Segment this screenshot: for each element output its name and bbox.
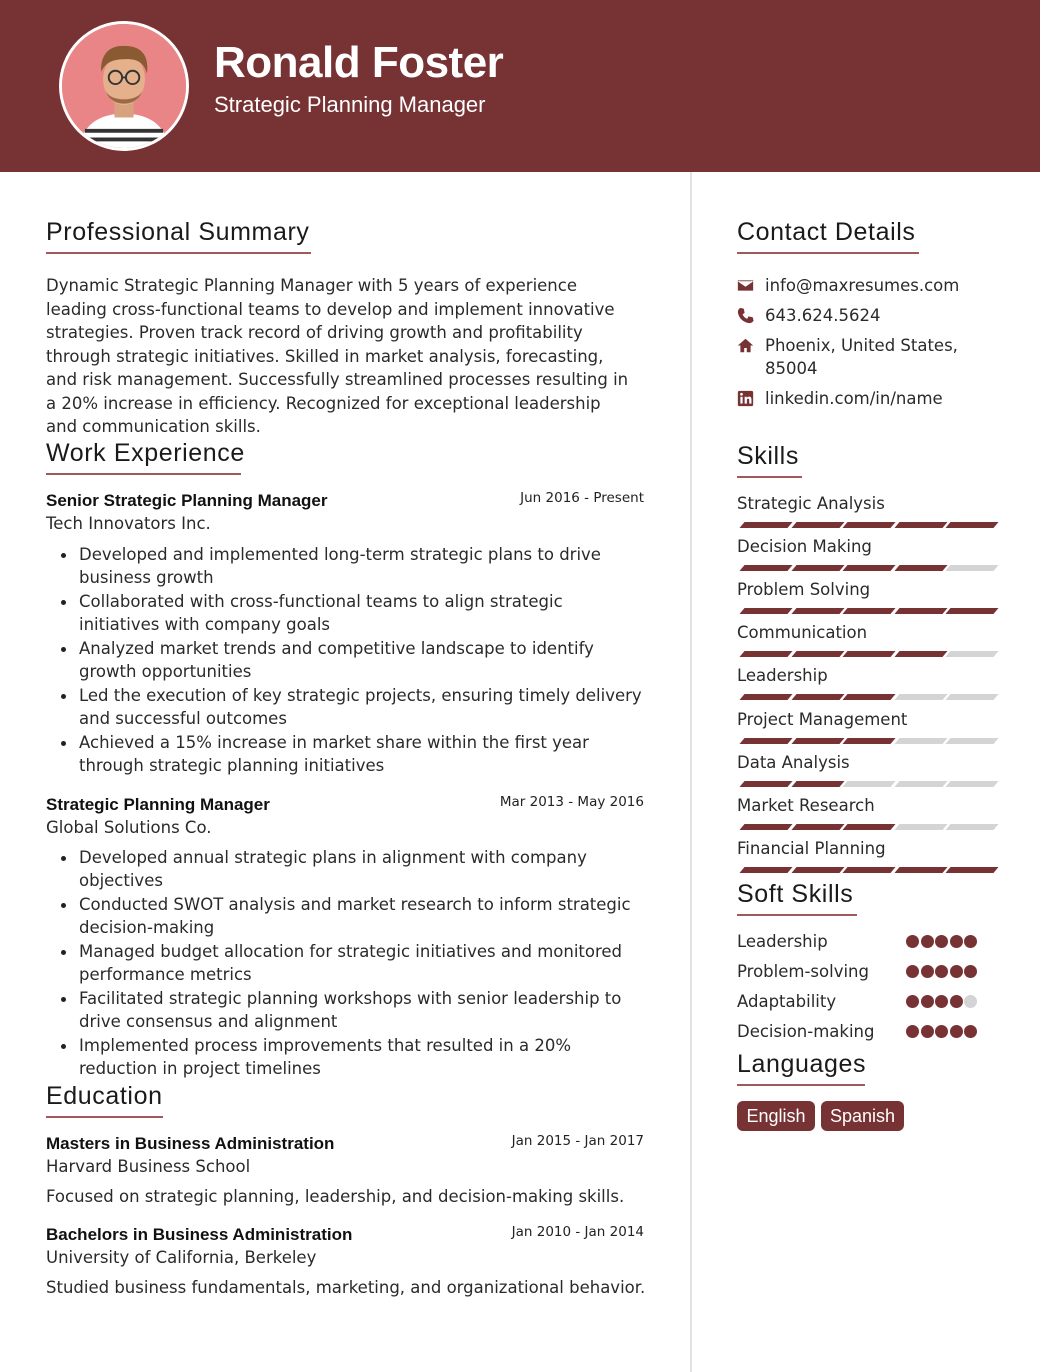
skill-segment-filled [791,651,844,657]
education-date: Jan 2010 - Jan 2014 [511,1224,644,1240]
skill-name: Leadership [737,666,828,685]
soft-skill-rating [906,935,976,949]
phone-number[interactable]: 643.624.5624 [765,306,881,325]
soft-skill-name: Leadership [737,932,828,951]
skill-segment-filled [842,738,895,744]
contact-underline [737,252,919,254]
summary-heading: Professional Summary [46,218,310,246]
skill-segment-filled [791,824,844,830]
skill-name: Problem Solving [737,580,871,599]
soft-skill-rating [906,965,976,979]
job-bullets [46,543,646,777]
skill-segment-filled [842,694,895,700]
rating-dot-filled [921,935,934,948]
soft-skill-name: Adaptability [737,992,837,1011]
rating-dot-filled [935,935,948,948]
list-item: Conducted SWOT analysis and market research to inform strategic decision-making [46,893,646,940]
education-description: Studied business fundamentals, marketing, and organizational behavior. [46,1278,646,1297]
skill-segment-empty [945,781,998,787]
skill-segment-filled [739,738,792,744]
list-item: Led the execution of key strategic projects, ensuring timely delivery and successful outcomes [46,684,646,731]
skill-segment-filled [842,608,895,614]
skill-segment-filled [791,522,844,528]
soft-skill-rating [906,995,976,1009]
list-item: Achieved a 15% increase in market share within the first year through strategic planning initiatives [46,731,646,778]
education-underline [46,1116,163,1118]
rating-dot-filled [935,995,948,1008]
profile-photo [59,21,189,151]
skill-segment-filled [791,694,844,700]
rating-dot-filled [964,965,977,978]
skill-level-bar [738,694,994,700]
skill-segment-empty [945,824,998,830]
skill-segment-empty [945,565,998,571]
envelope-icon [737,274,765,297]
list-item: Managed budget allocation for strategic initiatives and monitored performance metrics [46,940,646,987]
rating-dot-filled [921,965,934,978]
skill-segment-filled [791,781,844,787]
job-company: Global Solutions Co. [46,818,212,837]
skill-name: Project Management [737,710,908,729]
skill-segment-filled [894,651,947,657]
rating-dot-filled [906,995,919,1008]
skill-name: Communication [737,623,868,642]
list-item: Implemented process improvements that resulted in a 20% reduction in project timelines [46,1034,646,1081]
skill-level-bar [738,522,994,528]
rating-dot-filled [950,1025,963,1038]
skill-segment-filled [739,867,792,873]
skill-segment-empty [894,694,947,700]
rating-dot-filled [964,935,977,948]
soft-skills-underline [737,914,857,916]
skill-segment-filled [842,565,895,571]
rating-dot-filled [950,935,963,948]
summary-text: Dynamic Strategic Planning Manager with 5 years of experience leading cross-functional teams to develop and implement innovative strategies. Proven track record of driving growth and profitability through strategic initiatives. Skilled in market analysis, forecasting, and risk management. Successfully streamlined processes resulting in a 20% increase in efficiency. Recognized for exceptional leadership and communication skills. [46,276,629,436]
language-badge: English [737,1101,815,1131]
skill-level-bar [738,824,994,830]
skill-name: Financial Planning [737,839,886,858]
email-link[interactable]: info@maxresumes.com [765,276,960,295]
address-text: Phoenix, United States, 85004 [765,336,958,378]
skill-segment-empty [945,694,998,700]
skill-segment-empty [945,738,998,744]
soft-skill-name: Decision-making [737,1022,875,1041]
contact-heading: Contact Details [737,218,916,246]
rating-dot-filled [950,965,963,978]
skill-segment-filled [894,522,947,528]
home-icon [737,334,765,380]
rating-dot-filled [906,935,919,948]
job-bullets [46,846,646,1080]
skill-segment-filled [842,651,895,657]
list-item: Developed and implemented long-term strategic plans to drive business growth [46,543,646,590]
skill-segment-filled [739,694,792,700]
experience-heading: Work Experience [46,439,245,467]
job-company: Tech Innovators Inc. [46,514,211,533]
skill-segment-filled [739,608,792,614]
contact-linkedin [737,387,977,410]
skill-segment-filled [842,522,895,528]
skill-segment-empty [894,738,947,744]
skill-segment-filled [791,867,844,873]
skill-segment-filled [945,867,998,873]
skill-segment-filled [791,608,844,614]
skill-segment-empty [894,824,947,830]
degree-title: Bachelors in Business Administration [46,1225,353,1244]
skill-name: Market Research [737,796,875,815]
skills-underline [737,476,802,478]
rating-dot-empty [964,995,977,1008]
candidate-title: Strategic Planning Manager [214,92,486,117]
rating-dot-filled [950,995,963,1008]
skill-segment-filled [739,565,792,571]
contact-email [737,274,977,297]
list-item: Collaborated with cross-functional teams to align strategic initiatives with company goals [46,590,646,637]
rating-dot-filled [935,1025,948,1038]
rating-dot-filled [921,1025,934,1038]
skill-level-bar [738,781,994,787]
candidate-name: Ronald Foster [214,38,504,87]
skill-level-bar [738,738,994,744]
skill-segment-empty [842,781,895,787]
linkedin-icon [737,387,765,410]
education-heading: Education [46,1082,163,1110]
school-name: University of California, Berkeley [46,1248,317,1267]
rating-dot-filled [935,965,948,978]
job-date: Mar 2013 - May 2016 [499,794,644,810]
skill-level-bar [738,867,994,873]
resume-header [0,0,1040,172]
column-divider [690,172,692,1372]
job-title: Senior Strategic Planning Manager [46,491,328,510]
skill-segment-filled [945,522,998,528]
summary-underline [46,252,311,254]
soft-skill-name: Problem-solving [737,962,869,981]
skill-name: Strategic Analysis [737,494,885,513]
rating-dot-filled [964,1025,977,1038]
skill-level-bar [738,651,994,657]
skill-name: Data Analysis [737,753,850,772]
skill-segment-filled [739,824,792,830]
skill-segment-filled [791,738,844,744]
skill-segment-empty [894,781,947,787]
phone-icon [737,304,765,327]
linkedin-link[interactable]: linkedin.com/in/name [765,389,943,408]
person-icon [62,24,186,148]
soft-skills-heading: Soft Skills [737,880,854,908]
rating-dot-filled [921,995,934,1008]
skill-segment-filled [739,522,792,528]
job-date: Jun 2016 - Present [520,490,644,506]
language-badge: Spanish [821,1101,904,1131]
contact-phone [737,304,977,327]
education-description: Focused on strategic planning, leadership, and decision-making skills. [46,1187,625,1206]
list-item: Developed annual strategic plans in alignment with company objectives [46,846,646,893]
skill-segment-filled [842,824,895,830]
skill-level-bar [738,608,994,614]
skill-segment-filled [791,565,844,571]
skill-name: Decision Making [737,537,872,556]
experience-underline [46,473,241,475]
list-item: Facilitated strategic planning workshops with senior leadership to drive consensus and alignment [46,987,646,1034]
list-item: Analyzed market trends and competitive landscape to identify growth opportunities [46,637,646,684]
contact-address [737,334,977,380]
education-date: Jan 2015 - Jan 2017 [511,1133,644,1149]
languages-heading: Languages [737,1050,867,1078]
skill-segment-filled [842,867,895,873]
school-name: Harvard Business School [46,1157,251,1176]
skill-level-bar [738,565,994,571]
skill-segment-empty [945,651,998,657]
job-title: Strategic Planning Manager [46,795,270,814]
soft-skill-rating [906,1025,976,1039]
languages-underline [737,1084,865,1086]
skill-segment-filled [739,651,792,657]
rating-dot-filled [906,1025,919,1038]
degree-title: Masters in Business Administration [46,1134,335,1153]
skill-segment-filled [894,867,947,873]
skills-heading: Skills [737,442,799,470]
skill-segment-filled [945,608,998,614]
rating-dot-filled [906,965,919,978]
skill-segment-filled [894,608,947,614]
skill-segment-filled [894,565,947,571]
skill-segment-filled [739,781,792,787]
